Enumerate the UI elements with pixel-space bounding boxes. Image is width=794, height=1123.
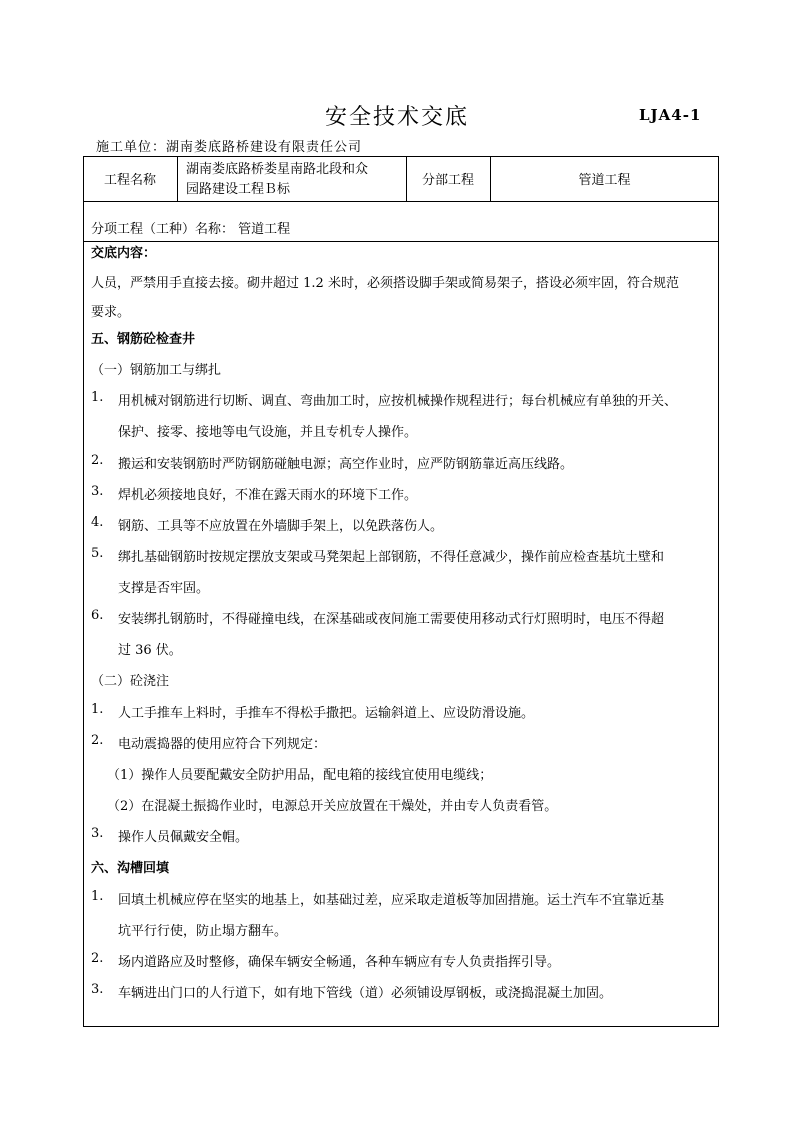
- subsection-5-2: （二）砼浇注: [91, 674, 170, 689]
- item-number: 2.: [91, 951, 104, 966]
- item-number: 3.: [91, 982, 104, 997]
- item-5-1-6-line-1: 安装绑扎钢筋时，不得碰撞电线，在深基础或夜间施工需要使用移动式行灯照明时，电压不得超: [118, 612, 665, 627]
- row-divider-1: [83, 201, 719, 202]
- item-5-2-2: 电动震捣器的使用应符合下列规定：: [118, 737, 327, 752]
- document-code: LJA4-1: [639, 106, 702, 124]
- division-label: 分部工程: [421, 173, 474, 188]
- item-5-1-1-line-2: 保护、接零、接地等电气设施，并且专机专人操作。: [118, 425, 418, 440]
- item-number: 4.: [91, 515, 104, 530]
- section-6-heading: 六、沟槽回填: [91, 861, 170, 876]
- item-6-1-line-1: 回填土机械应停在坚实的地基上，如基础过差，应采取走道板等加固措施。运土汽车不宜靠近基: [118, 893, 665, 908]
- item-number: 1.: [91, 889, 104, 904]
- item-number: 3.: [91, 484, 104, 499]
- item-6-2: 场内道路应及时整修，确保车辆安全畅通，各种车辆应有专人负责指挥引导。: [118, 955, 561, 970]
- project-name: [186, 160, 404, 200]
- item-number: 2.: [91, 453, 104, 468]
- sub-item-name: 分项工程（工种）名称： 管道工程: [91, 222, 291, 237]
- intro-line-1: 人员，严禁用手直接去接。砌井超过 1.2 米时，必须搭设脚手架或简易架子，搭设必须牢固，符合规范: [91, 276, 679, 291]
- item-number: 5.: [91, 546, 104, 561]
- item-6-3: 车辆进出门口的人行道下，如有地下管线（道）必须铺设厚钢板，或浇捣混凝土加固。: [118, 986, 613, 1001]
- content-heading: 交底内容：: [91, 246, 157, 261]
- subsection-5-1: （一）钢筋加工与绑扎: [91, 363, 222, 378]
- item-6-1-line-2: 坑平行行使，防止塌方翻车。: [118, 924, 288, 939]
- item-5-2-3: 操作人员佩戴安全帽。: [118, 830, 249, 845]
- col-divider-1: [177, 156, 178, 201]
- construction-unit: 施工单位：湖南娄底路桥建设有限责任公司: [96, 140, 363, 155]
- item-number: 6.: [91, 608, 104, 623]
- item-5-1-2: 搬运和安装钢筋时严防钢筋碰触电源；高空作业时，应严防钢筋靠近高压线路。: [118, 457, 574, 472]
- project-name-line-2: 园路建设工程Ｂ标: [186, 182, 291, 197]
- item-number: 2.: [91, 733, 104, 748]
- project-name-line-1: 湖南娄底路桥娄星南路北段和众: [186, 162, 369, 177]
- row-divider-2: [83, 241, 719, 242]
- division-value: 管道工程: [578, 173, 631, 188]
- item-5-2-2-1: （1）操作人员要配戴安全防护用品，配电箱的接线宜使用电缆线；: [107, 768, 493, 783]
- item-5-1-6-line-2: 过 36 伏。: [118, 643, 182, 658]
- item-5-1-5-line-2: 支撑是否牢固。: [118, 581, 210, 596]
- item-number: 3.: [91, 826, 104, 841]
- item-5-1-4: 钢筋、工具等不应放置在外墙脚手架上，以免跌落伤人。: [118, 519, 444, 534]
- item-5-2-1: 人工手推车上料时，手推车不得松手撒把。运输斜道上、应设防滑设施。: [118, 706, 535, 721]
- item-5-1-3: 焊机必须接地良好，不准在露天雨水的环境下工作。: [118, 488, 418, 503]
- item-5-1-5-line-1: 绑扎基础钢筋时按规定摆放支架或马凳架起上部钢筋，不得任意减少，操作前应检查基坑土壁和: [118, 550, 665, 565]
- project-label: 工程名称: [103, 173, 156, 188]
- document-title: 安全技术交底: [324, 105, 469, 130]
- item-5-2-2-2: （2）在混凝土振捣作业时，电源总开关应放置在干燥处，并由专人负责看管。: [107, 799, 558, 814]
- item-number: 1.: [91, 702, 104, 717]
- item-5-1-1-line-1: 用机械对钢筋进行切断、调直、弯曲加工时，应按机械操作规程进行；每台机械应有单独的开关、: [118, 394, 678, 409]
- intro-line-2: 要求。: [91, 305, 131, 320]
- section-5-heading: 五、钢筋砼检查井: [91, 332, 196, 347]
- item-number: 1.: [91, 390, 104, 405]
